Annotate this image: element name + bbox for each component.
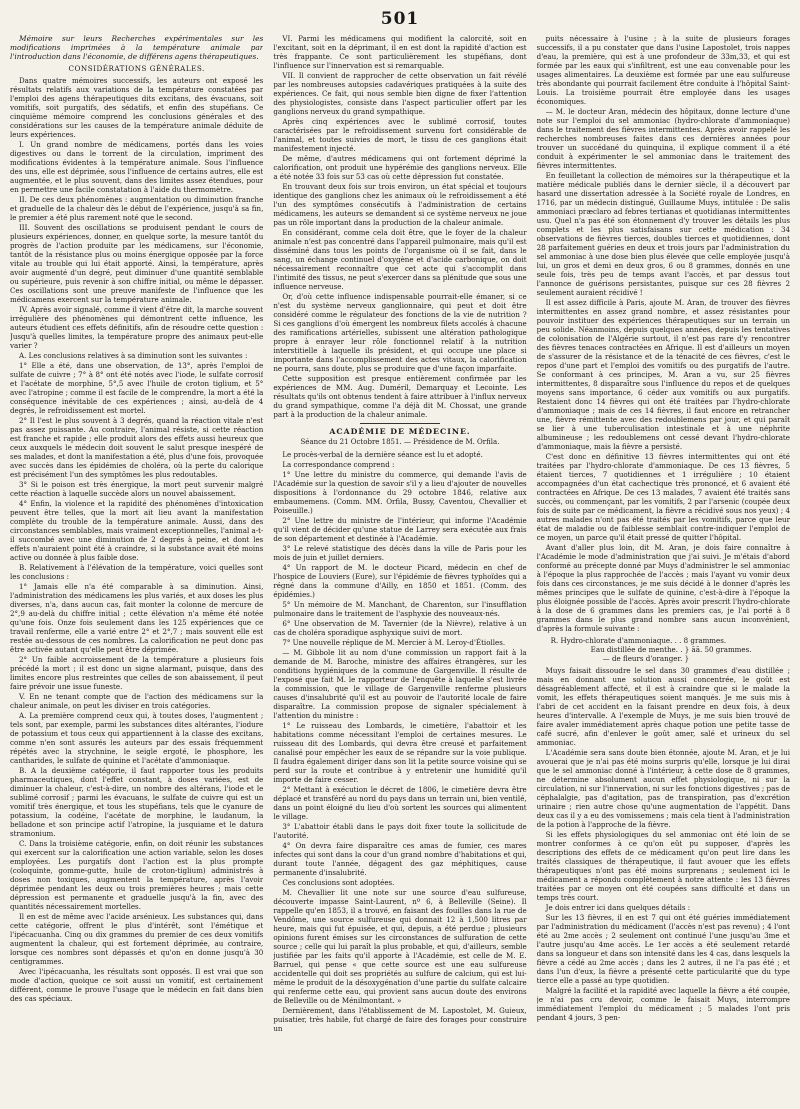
paragraph: puits nécessaire à l'usine ; à la suite de plusieurs forages successifs, il a pu constater que dans l'usine Lapostolet, trois nappes d'eau, la première, qui est à une profondeur de 33m,33, et qui est formée par les eaux qui s'infiltrent, est une eau convenable pour les usages alimentaires. La deuxième est formée par une eau sulfureuse très abondante qui pourrait facilement être conduite à l'hôpital Saint-Louis. La troisième pourrait être employée dans les usages économiques. [536,34,790,106]
paragraph: A. Les conclusions relatives à sa diminution sont les suivantes : [19,351,248,360]
column-3-body-b [537,666,790,1022]
paragraph: I. Un grand nombre de médicamens, portés dans les voies digestives ou dans le torrent de la circulation, impriment des modifications évidentes à la température animale. Sous l'influence des uns, elle est déprimée, sous l'influence de certains autres, elle est augmentée, et le plus souvent, dans des limites assez étendues, pour en permettre une facile constatation à l'aide du thermomètre. [10,140,264,194]
paragraph: A. La première comprend ceux qui, à toutes doses, l'augmentent ; tels sont, par exemple, parmi les substances dites altérantes, l'iodure de potassium et tous ceux qui appartiennent à la classe des excitans, comme n'en sont assurés les auteurs par des essais fréquemment répétés avec la strychnine, le seigle ergoté, le phosphore, les cantharides, le sulfate de quinine et l'acétate d'ammoniaque. [10,711,264,765]
paragraph: Sur les 13 fièvres, il en est 7 qui ont été guéries immédiatement par l'administration du médicament (l'accès n'est pas revenu) ; 4 l'ont été au 2me accès ; 2 seulement ont continué l'une jusqu'au 3me et l'autre jusqu'au 4me accès. Le 1er accès a été seulement retardé dans sa longueur et dans son intensité dans les 4 cas, dans lesquels la fièvre a cédé au 2me accès ; dans les 2 autres, il ne l'a pas été ; et dans l'un d'eux, la fièvre a présenté cette particularité que du type tierce elle a passé au type quotidien. [536,913,790,985]
page-number: 501 [380,9,420,29]
formula-line: — de fleurs d'oranger. } [602,654,690,663]
paragraph: Malgré la facilité et la rapidité avec laquelle la fièvre a été coupée, je n'ai pas cru devoir, comme le faisait Muys, interrompre immédiatement l'emploi du médicament ; 5 malades l'ont pris pendant 4 jours, 3 pen- [536,986,790,1022]
paragraph: Le procès-verbal de la dernière séance est lu et adopté. [282,450,483,459]
paragraph: Il en est de même avec l'acide arsénieux. Les substances qui, dans cette catégorie, offrent le plus d'intérêt, sont l'émétique et l'ipécacuanha. Cinq ou dix grammes du premier de ces deux vomitifs augmentent la chaleur, qui est fortement déprimée, au contraire, lorsque ces nombres sont dépassés et qu'on en donne jusqu'à 30 centigrammes. [10,912,264,966]
paragraph: Avant d'aller plus loin, dit M. Aran, je dois faire connaître à l'Académie le mode d'administration que j'ai suivi. Je m'étais d'abord conformé au précepte donné par Muys d'administrer le sel ammoniac à l'époque la plus rapprochée de l'accès ; mais l'ayant vu vomir deux fois dans ces circonstances, je me suis décidé à le donner d'après les mêmes principes que le sulfate de quinine, c'est-à-dire à l'époque la plus éloignée possible de l'accès. Après avoir prescrit l'hydro-chlorate à la dose de 6 grammes dans les premiers cas, je l'ai porté à 8 grammes dans le plus grand nombre sans aucun inconvénient, d'après la formule suivante : [536,543,790,633]
paragraph: C'est donc en définitive 13 fièvres intermittentes qui ont été traitées par l'hydro-chlorate d'ammoniaque. De ces 13 fièvres, 5 étaient tierces, 7 quotidiennes et 1 irrégulière ; 10 étaient accompagnées d'un état cachectique très prononcé, et 6 avaient été contractées en Afrique. De ces 13 malades, 7 avaient été traités sans succès, ou commençant, par les vomitifs, 2 par l'arsenic (coupée deux fois de suite par ce médicament, la fièvre a récidivé sous nos yeux) ; 4 autres malades n'ont pas été traités par les vomitifs, parce que leur état de maladie ou de faiblesse semblait contre-indiquer l'emploi de ce moyen, un parce qu'il était pressé de quitter l'hôpital. [536,452,790,542]
paragraph: 6° Une observation de M. Tavernier (de la Nièvre), relative à un cas de choléra sporadique asphyxique suivi de mort. [273,619,527,637]
paragraph: Dans quatre mémoires successifs, les auteurs ont exposé les résultats relatifs aux variations de la température constatées par l'emploi des agens thérapeutiques dits excitans, des évacuans, soit vomitifs, soit purgatifs, des sédatifs, et enfin des stupéfians. Ce cinquième mémoire comprend les conclusions générales et des considérations sur les causes de la température animale déduite de leurs expériences. [10,76,264,139]
paragraph: B. Relativement à l'élévation de la température, voici quelles sont les conclusions : [10,563,264,581]
paragraph: Je dois entrer ici dans quelques détails : [545,903,691,912]
paragraph: De même, d'autres médicamens qui ont fortement déprimé la calorification, ont produit une hypérémie des ganglions nerveux. Elle a été notée 33 fois sur 53 cas où cette dépression fut constatée. [273,154,527,181]
paragraph: IV. Après avoir signalé, comme il vient d'être dit, la marche souvent irrégulière des phénomènes qui démontrent cette influence, les auteurs étudient ces effets définitifs, afin de résoudre cette question : Jusqu'à quelles limites, la température propre des animaux peut-elle varier ? [10,305,264,350]
formula-line: R. Hydro-chlorate d'ammoniaque. . . 8 grammes. [550,636,727,645]
column-3 [537,34,790,1100]
paragraph: 4° On devra faire disparaître ces amas de fumier, ces mares infectes qui sont dans la cour d'un grand nombre d'habitations et qui, durant toute l'année, dégagent des gaz méphitiques, cause permanente d'insalubrité. [273,841,527,877]
paragraph: La correspondance comprend : [282,460,395,469]
column-1 [10,34,263,1100]
paragraph: En trouvant deux fois sur trois environ, un état spécial et toujours identique des ganglions chez les animaux où le refroidissement a été l'un des symptômes consécutifs à l'administration de certains médicamens, les auteurs se demandent si ce système nerveux ne joue pas un rôle important dans la production de la chaleur animale. [273,182,527,227]
paragraph: Or, d'où cette influence indispensable pourrait-elle émaner, si ce n'est du système nerveux ganglionnaire, qui peut et doit être considéré comme le régulateur des fonctions de la vie de nutrition ? Si ces ganglions d'où émergent les nombreux filets accolés à chacune des ramifications artérielles, subissent une altération pathologique propre à enrayer leur rôle fonctionnel relatif à la nutrition interstitielle à laquelle ils président, et qui occupe une place si importante dans l'accomplissement des actes vitaux, la calorification ne pourra, sans doute, plus se produire que d'une façon imparfaite. [273,292,527,373]
paragraph: 2° Un faible accroissement de la température a plusieurs fois précédé la mort ; il est donc un signe alarmant, puisque, dans des limites encore plus restreintes que celles de son abaissement, il peut faire prévoir une issue funeste. [10,655,264,691]
paragraph: 1° Jamais elle n'a été comparable à sa diminution. Ainsi, l'administration des médicamens les plus variés, et aux doses les plus diverses, n'a, dans aucun cas, fait monter la colonne de mercure de 2°,9 au-delà du chiffre initial ; cette élévation n'a même été notée qu'une fois. Onze fois seulement dans les 125 expériences que ce travail renferme, elle a varié entre 2° et 2°,7 ; mais souvent elle est restée au-dessous de ces nombres. La calorification ne peut donc pas être activée autant qu'elle peut être déprimée. [10,582,264,654]
column-2 [273,34,526,1100]
paragraph: M. Chevallier lit une note sur une source d'eau sulfureuse, découverte impasse Saint-Laurent, nº 6, à Belleville (Seine). Il rappelle qu'en 1853, il a trouvé, en faisant des fouilles dans la rue de Vendôme, une source sulfureuse qui donnait 12 à 1,500 litres par heure, mais qui fut épuisée, et qui, depuis, a été perdue ; plusieurs opinions furent émises sur les circonstances de sulfuration de cette source ; celle qui lui paraît la plus probable, et qui, d'ailleurs, semble justifiée par les faits qu'il apporte à l'Académie, est celle de M. E. Barruel, qui pense « que cette source est une eau sulfureuse accidentelle qui doit ses propriétés au sulfure de calcium, qui est lui-même le produit de la désoxygénation d'une partie du sulfate calcaire qui renferme cette eau, qui provient sans aucun doute des environs de Belleville ou de Ménilmontant. » [273,888,527,1005]
paragraph: — M. le docteur Aran, médecin des hôpitaux, donne lecture d'une note sur l'emploi du sel ammoniac (hydro-chlorate d'ammoniaque) dans le traitement des fièvres intermittentes. Après avoir rappelé les recherches nombreuses faites dans ces dernières années pour trouver un succédané du quinquina, il explique comment il a été conduit à expérimenter le sel ammoniac dans le traitement des fièvres intermittentes. [536,107,790,170]
paragraph: 4° Enfin, la violence et la rapidité des phénomènes d'intoxication peuvent être telles, que la mort ait lieu avant la manifestation complète du trouble de la température animale. Aussi, dans des circonstances semblables, mais vraiment exceptionnelles, l'animal a-t-il succombé avec une diminution de 2 degrés à peine, et dont les effets n'auraient point été à craindre, si la substance avait été moins active ou donnée à plus faible dose. [10,499,264,562]
paragraph: 7° Une nouvelle réplique de M. Mercier à M. Leroy-d'Étiolles. [282,638,506,647]
columns [10,34,790,1100]
column-3-body-a [537,34,790,633]
paragraph: 5° Un mémoire de M. Manchant, de Charenton, sur l'insufflation pulmonaire dans le traitement de l'asphyxie des nouveaux-nés. [273,600,527,618]
paragraph: 3° Le relevé statistique des décès dans la ville de Paris pour les mois de juin et juillet derniers. [273,544,527,562]
formula-line: Eau distillée de menthe. . } āā. 50 grammes. [590,645,752,654]
paragraph: Si les effets physiologiques du sel ammoniac ont été loin de se montrer conformes à ce qu'on eût pu supposer, d'après les descriptions des effets de ce médicament qu'on peut lire dans les traités classiques de thérapeutique, il faut avouer que les effets thérapeutiques n'ont pas été moins surprenans ; seulement ici le médicament a répondu complètement à notre attente : les 13 fièvres traitées par ce moyen ont été coupées sans difficulté et dans un temps très court. [536,830,790,902]
paragraph: 1° Elle a été, dans une observation, de 13°, après l'emploi de sulfate de cuivre ; 7° à 8° ont été notés avec l'iode, le sulfate corrosif et l'acétate de morphine, 5°,5 avec l'huile de croton tiglium, et 5° avec l'atropine ; comme il est facile de le comprendre, la mort a été la conséquence inévitable de ces expériences ; ainsi, au-delà de 4 degrés, le refroidissement est mortel. [10,361,264,415]
paragraph: VI. Parmi les médicamens qui modifient la calorcité, soit en l'excitant, soit en la déprimant, il en est dont la rapidité d'action est très frappante. Ce sont particulièrement les stupéfians, dont l'influence sur l'innervation est si remarquable. [273,34,527,70]
paragraph: Avec l'ipécacuanha, les résultats sont opposés. Il est vrai que son mode d'action, quoique ce soit aussi un vomitif, est certainement différent, comme le prouve l'usage que le médecin en fait dans bien des cas spéciaux. [10,967,264,1003]
column-2-body-b [273,450,526,1033]
paragraph: Cette supposition est presque entièrement confirmée par les expériences de MM. Aug. Duméril, Demarquay et Lecointe. Les résultats qu'ils ont obtenus tendent à faire attribuer à l'influx nerveux du grand sympathique, comme l'a déjà dit M. Chossat, une grande part à la production de la chaleur animale. [273,374,527,419]
paragraph: Il est assez difficile à Paris, ajoute M. Aran, de trouver des fièvres intermittentes en assez grand nombre, et assez résistantes pour pouvoir instituer des expériences thérapeutiques sur un terrain un peu solide. Néanmoins, depuis quelques années, depuis les tentatives de colonisation de l'Algérie surtout, il n'est pas rare d'y rencontrer des fièvres tenaces contractées en Afrique. Il est d'ailleurs un moyen de s'assurer de la résistance et de la ténacité de ces fièvres, c'est le repos d'une part et l'emploi des vomitifs ou des purgatifs de l'autre. Se conformant à ces principes, M. Aran a vu, sur 25 fièvres intermittentes, 8 disparaître sous l'influence du repos et de quelques moyens sans importance, 6 céder aux vomitifs ou aux purgatifs. Restaient donc 14 fièvres qui ont été traitées par l'hydro-chlorate d'ammoniaque ; mais de ces 14 fièvres, il faut encore en retrancher une, fièvre rémittente avec des redoublemens par jour, et qui paraît se lier à une tuberculisation intestinale et à une néphrite albumineuse ; les redoublemens ont cessé devant l'hydro-chlorate d'ammoniaque, mais la fièvre a persisté. [536,298,790,451]
paragraph: V. En ne tenant compte que de l'action des médicamens sur la chaleur animale, on peut les diviser en trois catégories. [10,692,264,710]
paragraph: En feuilletant la collection de mémoires sur la thérapeutique et la matière médicale publiés dans le dernier siècle, il a découvert par hasard une dissertation adressée à la Société royale de Londres, en 1716, par un médecin distingué, Guillaume Muys, intitulée : De salis ammoniaci præclaro ad febres tertianas et quotidianas intermittentes usu. Quel n'a pas été son étonnement d'y trouver les détails les plus complets et les plus satisfaisans sur cette médication : 34 observations de fièvres tierces, doubles tierces et quotidiennes, dont 28 parfaitement guéries en deux et trois jours par l'administration du sel ammoniac à une dose bien plus élevée que celle employée jusqu'à lui, un gros et demi en deux gros, 6 ou 8 grammes, donnés en une seule fois, très peu de temps avant l'accès, et par dessus tout l'annonce de guérisons persistantes, puisque sur ces 28 fièvres 2 seulement auraient récidivé ! [536,171,790,297]
paragraph: 1° Une lettre du ministre du commerce, qui demande l'avis de l'Académie sur la question de savoir s'il y a lieu d'ajouter de nouvelles dispositions à l'ordonnance du 29 octobre 1846, relative aux embaumemens. (Comm. MM. Orfila, Bussy, Caventou, Chevallier et Poiseuille.) [273,470,527,515]
paragraph: 2° Il l'est le plus souvent à 3 degrés, quand la réaction vitale n'est pas assez puissante. Au contraire, l'animal résiste, si cette réaction est franche et rapide ; elle produit alors des effets aussi heureux que ceux auxquels le médecin doit souvent le salut presque inespéré de ses malades, et dont la manifestation a été, plus d'une fois, provoquée avec succès dans les épidémies de choléra, où la perte du calorique est précisément l'un des symptômes les plus redoutables. [10,416,264,479]
paragraph: 4° Un rapport de M. le docteur Picard, médecin en chef de l'hospice de Louviers (Eure), sur l'épidémie de fièvres typhoïdes qui a régné dans la commune d'Ailly, en 1850 et 1851. (Comm. des épidémies.) [273,563,527,599]
paragraph: Ces conclusions sont adoptées. [282,878,395,887]
prescription-formula [551,636,790,663]
paragraph: 2° Une lettre du ministre de l'intérieur, qui informe l'Académie qu'il vient de décider qu'une statue de Larrey sera exécutée aux frais de son département et destinée à l'Académie. [273,516,527,543]
memoir-heading: Mémoire sur leurs Recherches expérimentales sur les modifications imprimées à la température animale par l'introduction dans l'économie, de différens agens thérapeutiques. [10,34,264,61]
paragraph: L'Académie sera sans doute bien étonnée, ajoute M. Aran, et je lui avouerai que je n'ai pas été moins surpris qu'elle, lorsque je lui dirai que le sel ammoniac donné à l'intérieur, à cette dose de 8 grammes, ne détermine absolument aucun effet physiologique, ni sur la circulation, ni sur l'innervation, ni sur les fonctions digestives ; pas de céphalalgie, pas d'agitation, pas de transpiration, pas d'excrétion urinaire ; rien autre chose qu'une augmentation de l'appétit. Dans deux cas il y a eu des vomissemens ; mais cela tient à l'administration de la potion à l'approche de la fièvre. [536,748,790,829]
academy-title: ACADÉMIE DE MÉDECINE. [329,427,471,436]
paragraph: 3° L'abattoir établi dans le pays doit fixer toute la sollicitude de l'autorité. [273,822,527,840]
column-2-body-a [273,34,526,419]
seance-line: Séance du 21 Octobre 1851. — Présidence de M. Orfila. [300,438,500,446]
paragraph: Après cinq expériences avec le sublimé corrosif, toutes caractérisées par le refroidissement survenu fort considérable de l'animal, et toutes suivies de mort, le tissu de ces ganglions était manifestement injecté. [273,117,527,153]
paragraph: — M. Gibbole lit au nom d'une commission un rapport fait à la demande de M. Baroche, ministre des affaires étrangères, sur les conditions hygiéniques de la commune de Gargenville. Il résulte de l'exposé que fait M. le rapporteur de l'enquête à laquelle s'est livrée la commission, que le village de Gargenville renferme plusieurs causes d'insalubrité qu'il est au pouvoir de l'autorité locale de faire disparaître. La commission propose de signaler spécialement à l'attention du ministre : [273,648,527,720]
paragraph: B. A la deuxième catégorie, il faut rapporter tous les produits pharmaceutiques, dont l'effet constant, à doses variées, est de diminuer la chaleur, c'est-à-dire, un nombre des altérans, l'iode et le sublimé corrosif ; parmi les évacuans, le sulfate de cuivre qui est un vomitif très énergique, et tous les stupéfians, tels que le cyanure de potassium, la codéine, l'acétate de morphine, le laudanum, la belladone et son principe actif l'atropine, la jusquiame et le datura stramonium. [10,766,264,838]
paragraph: 1° Le ruisseau des Lombards, le cimetière, l'abattoir et les habitations comme nécessitant l'emploi de certaines mesures. Le ruisseau dit des Lombards, qui devra être creusé et parfaitement canalisé pour empêcher les eaux de se répandre sur la voie publique. Il faudra également diriger dans son lit la petite source voisine qui se perd sur la route et contribue à y entretenir une humidité qu'il importe de faire cesser. [273,721,527,784]
paragraph: Muys faisait dissoudre le sel dans 30 grammes d'eau distillée ; mais en donnant une solution aussi concentrée, le goût est désagréablement affecté, et il est à craindre que si le malade la vomit, les effets thérapeutiques soient manqués. Je me suis mis à l'abri de cet accident en la faisant prendre en deux fois, à deux heures d'intervalle. A l'exemple de Muys, je me suis bien trouvé de faire avaler immédiatement après chaque potion une petite tasse de café sucré, afin d'enlever le goût amer, salé et urineux du sel ammoniac. [536,666,790,747]
paragraph: VII. Il convient de rapprocher de cette observation un fait révélé par les nombreuses autopsies cadavériques pratiquées à la suite des expériences. Ce fait, qui nous semble bien digne de fixer l'attention des physiologistes, consiste dans l'aspect particulier offert par les ganglions nerveux du grand sympathique. [273,71,527,116]
paragraph: 3° Si le poison est très énergique, la mort peut survenir malgré cette réaction à laquelle succède alors un nouvel abaissement. [10,480,264,498]
paragraph: Dernièrement, dans l'établissement de M. Lapostolet, M. Guieux, puisatier, très habile, fut chargé de faire des forages pour construire un [273,1006,527,1033]
paragraph: C. Dans la troisième catégorie, enfin, on doit réunir les substances qui exercent sur la calorification une action variable, selon les doses employées. Les purgatifs dont l'action est la plus prompte (coloquinte, gomme-gutte, huile de croton-tiglium) administrés à doses non toxiques, augmentent la température, après l'avoir déprimée pendant les deux ou trois premières heures ; mais cette dépression est permanente et graduelle jusqu'à la fin, avec des quantités nécessairement mortelles. [10,839,264,911]
divider [360,423,440,424]
section-title: CONSIDÉRATIONS GÉNÉRALES. [68,64,205,73]
column-1-body [10,76,263,1003]
paragraph: En considérant, comme cela doit être, que le foyer de la chaleur animale n'est pas concentré dans l'appareil pulmonaire, mais qu'il est disséminé dans tous les points de l'organisme où il se fait, dans le sang, un échange continuel d'oxygène et d'acide carbonique, on doit nécessairement reconnaître que cet acte qui s'accomplit dans l'intimité des tissus, ne peut s'exercer dans sa plénitude que sous une influence nerveuse. [273,228,527,291]
paragraph: II. De ces deux phénomènes : augmentation ou diminution franche et graduelle de la chaleur dès le début de l'expérience, jusqu'à sa fin, le premier a été plus rarement noté que le second. [10,195,264,222]
paragraph: III. Souvent des oscillations se produisent pendant le cours de plusieurs expériences, donner, en quelque sorte, la mesure tantôt du progrès de l'action produite par les médicamens, sur l'économie, tantôt de la résistance plus ou moins énergique opposée par la force vitale au trouble qui lui était apporté. Ainsi, la température, après avoir augmenté d'un degré, peut diminuer d'une quantité semblable ou supérieure, puis revenir à son chiffre initial, ou même le dépasser. Ces oscillations sont une preuve manifeste de l'influence que les médicamens exercent sur la température animale. [10,223,264,304]
paragraph: 2° Mettant à exécution le décret de 1806, le cimetière devra être déplacé et transféré au nord du pays dans un terrain uni, bien ventilé, dans un point éloigné du lieu d'où sortent les sources qui alimentent le village. [273,785,527,821]
